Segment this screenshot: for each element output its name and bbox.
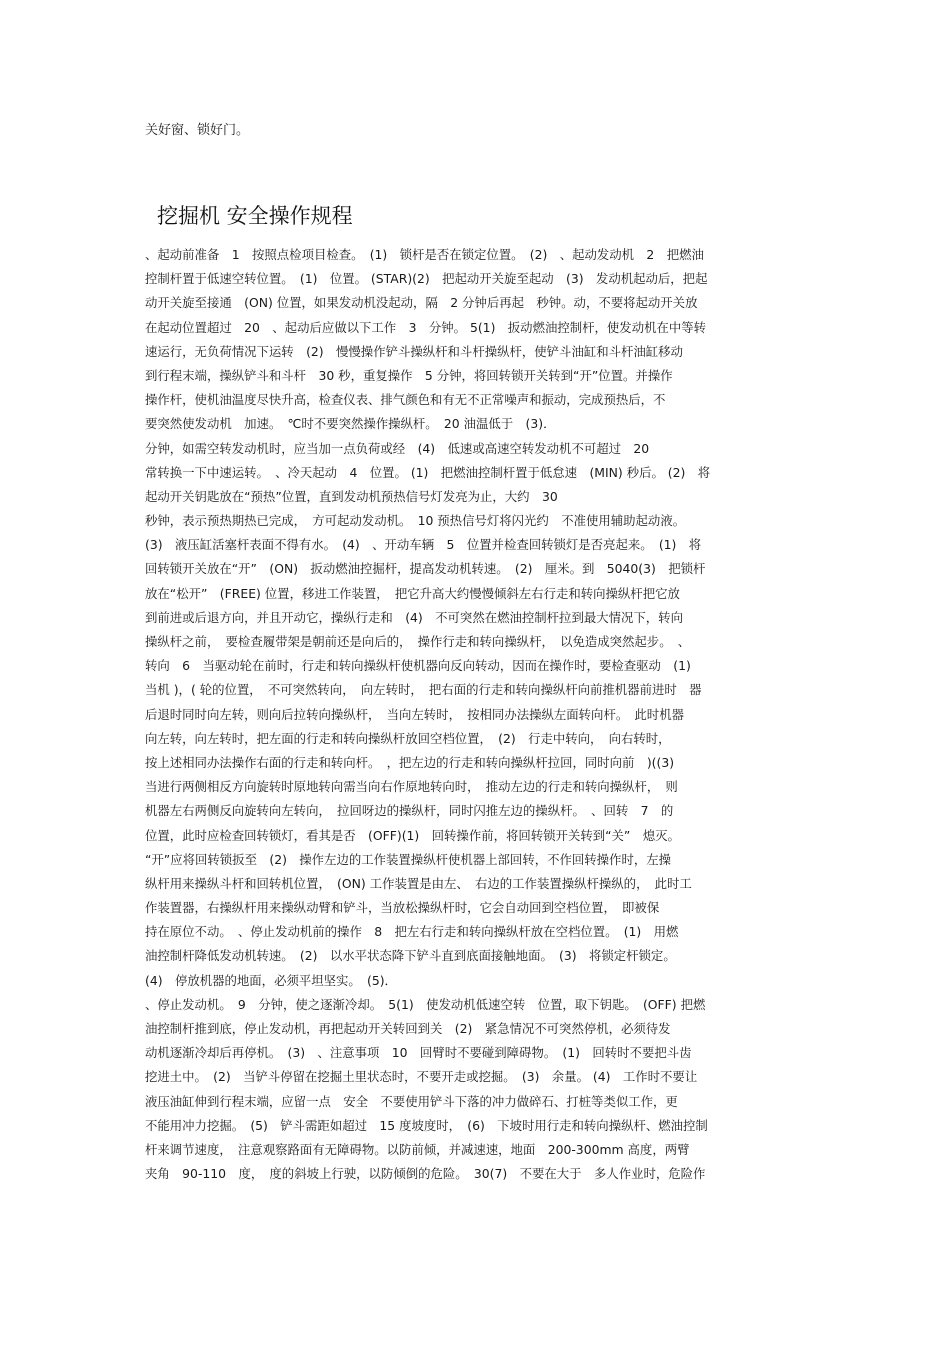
- text-line: 当机 )，( 轮的位置， 不可突然转向， 向左转时， 把右面的行走和转向操纵杆向前推机器前进时 器: [145, 682, 702, 698]
- text-line: 油控制杆推到底，停止发动机，再把起动开关转回到关 (2) 紧急情况不可突然停机，必须待发: [145, 1021, 671, 1036]
- text-line: 向左转，向左转时，把左面的行走和转向操纵杆放回空档位置， (2) 行走中转向， 向右转时，: [145, 730, 671, 746]
- text-line: 速运行，无负荷情况下运转 (2) 慢慢操作铲斗操纵杆和斗杆操纵杆，使铲斗油缸和斗杆油缸移动: [145, 343, 683, 359]
- text-line: 机器左右两侧反向旋转向左转向， 拉回呀边的操纵杆，同时闪推左边的操纵杆。 、回转 7 的: [145, 803, 674, 819]
- top-line-text: 关好窗、锁好门。: [145, 123, 250, 138]
- text-line: “开”应将回转锁扳至 (2) 操作左边的工作装置操纵杆使机器上部回转，不作回转操作时，左操: [145, 851, 672, 867]
- text-line: (4) 停放机器的地面，必须平坦坚实。 (5)．: [145, 972, 397, 988]
- text-line: 控制杆置于低速空转位置。 (1) 位置。 (STAR)(2) 把起动开关旋至起动 (3) 发动机起动后，把起: [145, 271, 708, 287]
- text-line: 回转锁开关放在“开” (ON) 扳动燃油控掘杆，提高发动机转速。 (2) 厘米。到 5040(3) 把锁杆: [145, 561, 706, 577]
- text-line: 在起动位置超过 20 、起动后应做以下工作 3 分钟。 5(1) 扳动燃油控制杆，使发动机在中等转: [145, 319, 707, 335]
- text-line: 操作杆，使机油温度尽快升高，检查仪表、排气颜色和有无不正常噪声和振动，完成预热后，不: [145, 392, 666, 408]
- text-line: 、起动前准备 1 按照点检项目检查。 (1) 锁杆是否在锁定位置。 (2) 、起动发动机 2 把燃油: [145, 247, 704, 262]
- text-line: 纵杆用来操纵斗杆和回转机位置， (ON) 工作装置是由左、 右边的工作装置操纵杆操纵的， 此时工: [145, 875, 692, 891]
- text-line: 到前进或后退方向，并且开动它，操纵行走和 (4) 不可突然在燃油控制杆拉到最大情况下，转向: [145, 609, 683, 625]
- text-line: 常转换一下中速运转。 、冷天起动 4 位置。 (1) 把燃油控制杆置于低怠速 (MIN) 秒后。 (2) 将: [145, 464, 711, 480]
- text-line: 作装置器，右操纵杆用来操纵动臂和铲斗，当放松操纵杆时，它会自动回到空档位置， 即被保: [145, 900, 660, 916]
- text-line: 转向 6 当驱动轮在前时，行走和转向操纵杆使机器向反向转动，因而在操作时，要检查驱动 (1): [145, 658, 691, 674]
- text-line: 夹角 90-110 度， 度的斜坡上行驶，以防倾倒的危险。 30(7) 不要在大于 多人作业时，危险作: [145, 1166, 706, 1182]
- text-line: 动开关旋至接通 (ON) 位置，如果发动机没起动，隔 2 分钟后再起 秒钟。动，不要将起动开关放: [145, 295, 698, 311]
- text-line: 到行程末端，操纵铲斗和斗杆 30 秒，重复操作 5 分钟，将回转锁开关转到“开”位置。并操作: [145, 367, 673, 383]
- document-title: 挖掘机 安全操作规程: [157, 204, 353, 228]
- text-line: 、停止发动机。 9 分钟，使之逐渐冷却。 5(1) 使发动机低速空转 位置，取下钥匙。 (OFF) 把燃: [145, 996, 706, 1012]
- body-paragraph: [145, 243, 805, 1186]
- text-line: 秒钟，表示预热期热已完成， 方可起动发动机。 10 预热信号灯将闪光约 不准使用辅助起动液。: [145, 513, 686, 529]
- text-line: (3) 液压缸活塞杆表面不得有水。 (4) 、开动车辆 5 位置并检查回转锁灯是否亮起来。 (1) 将: [145, 537, 702, 553]
- text-line: 油控制杆降低发动机转速。 (2) 以水平状态降下铲斗直到底面接触地面。 (3) 将锁定杆锁定。: [145, 948, 676, 964]
- text-line: 按上述相同办法操作右面的行走和转向杆。 ，把左边的行走和转向操纵杆拉回，同时向前 )((3): [145, 754, 675, 770]
- text-line: 位置，此时应检查回转锁灯，看其是否 (OFF)(1) 回转操作前，将回转锁开关转到“关” 熄灭。: [145, 827, 680, 843]
- text-line: 要突然使发动机 加速。 ℃时不要突然操作操纵杆。 20 油温低于 (3)．: [145, 416, 556, 432]
- text-line: 不能用冲力挖掘。 (5) 铲斗需距如超过 15 度坡度时， (6) 下坡时用行走和转向操纵杆、燃油控制: [145, 1117, 708, 1133]
- text-line: 起动开关钥匙放在“预热”位置，直到发动机预热信号灯发亮为止，大约 30: [145, 488, 558, 504]
- text-line: 操纵杆之前， 要检查履带架是朝前还是向后的， 操作行走和转向操纵杆， 以免造成突然起步。 、: [145, 634, 691, 649]
- text-line: 分钟，如需空转发动机时，应当加一点负荷或经 (4) 低速或高速空转发动机不可超过 20: [145, 440, 650, 456]
- text-line: 液压油缸伸到行程末端，应留一点 安全 不要使用铲斗下落的冲力做碎石、打桩等类似工作，更: [145, 1093, 678, 1109]
- text-line: 动机逐渐冷却后再停机。 (3) 、注意事项 10 回臂时不要碰到障碍物。 (1) 回转时不要把斗齿: [145, 1045, 692, 1061]
- text-line: 挖进土中。 (2) 当铲斗停留在挖掘土里状态时，不要开走或挖掘。 (3) 余量。 (4) 工作时不要让: [145, 1069, 698, 1085]
- text-line: 后退时同时向左转，则向后拉转向操纵杆， 当向左转时， 按相同办法操纵左面转向杆。 此时机器: [145, 706, 684, 722]
- text-line: 当进行两侧相反方向旋转时原地转向需当向右作原地转向时， 推动左边的行走和转向操纵杆， 则: [145, 779, 678, 795]
- text-line: 放在“松开” (FREE) 位置，移进工作装置， 把它升高大约慢慢倾斜左右行走和转向操纵杆把它放: [145, 585, 680, 601]
- text-line: 持在原位不动。 、停止发动机前的操作 8 把左右行走和转向操纵杆放在空档位置。 (1) 用燃: [145, 924, 679, 940]
- text-line: 杆来调节速度， 注意观察路面有无障碍物。以防前倾，并减速速，地面 200-300mm 高度，两臂: [145, 1141, 690, 1157]
